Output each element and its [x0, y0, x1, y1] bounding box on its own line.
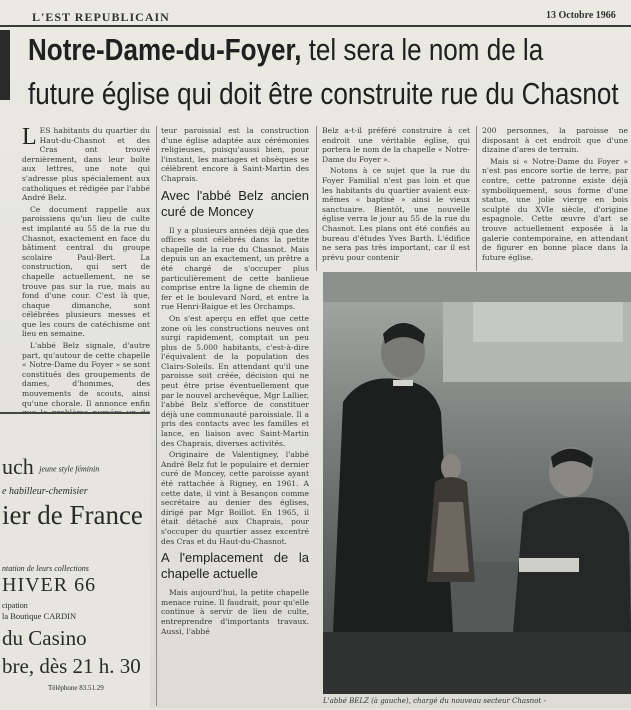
col2-paragraph: Mais aujourd'hui, la petite chapelle menace ruine. Il faudrait, pour qu'elle continue à servir de lieu de culte, entreprendre d'importants travaux. Aussi, l'abbé	[161, 588, 309, 636]
drop-cap: L	[22, 124, 37, 150]
article-column-1	[22, 124, 150, 408]
photo-caption: L'abbé BELZ (à gauche), chargé du nouveau secteur Chasnot -	[323, 697, 546, 705]
issue-date: 13 Octobre 1966	[546, 10, 616, 21]
ad-line: bre, dès 21 h. 30	[2, 654, 141, 678]
masthead: L'EST REPUBLICAIN	[32, 10, 170, 24]
article-column-3	[322, 126, 470, 268]
col3-paragraph: Belz a-t-il préféré construire à cet endroit une véritable église, qui portera le nom de la chapelle « Notre-Dame du Foyer ».	[322, 126, 470, 164]
column-divider	[476, 126, 477, 271]
col3-paragraph: Notons à ce sujet que la rue du Foyer Familial n'est pas loin et que les habitants du quartier avaient eux-mêmes « baptisé » ainsi le vieux sanctuaire. Bientôt, une nouvelle église verra le jour au 55 de la rue du Chasnot. Les plans ont été confiés au bureau d'études Yves Barth. L'édifice ne sera pas très important, car il est prévu pour contenir	[322, 166, 470, 262]
article-column-4	[482, 126, 628, 268]
column-divider	[316, 126, 317, 271]
subheading: A l'emplacement de la chapelle actuelle	[161, 550, 309, 582]
column-divider	[156, 126, 157, 706]
headline-rest: tel sera le nom de la	[301, 32, 544, 67]
news-photograph	[323, 272, 631, 694]
col1-paragraph: Ce document rappelle aux paroissiens qu'un lieu de culte est implanté au 55 de la rue du Chasnot, exactement en face du bâtiment central du groupe scolaire Paul-Bert. La construction, qui sert de chapelle actuellement, ne se trouve pas sur la rue, mais au fond d'une cour. C'est là que, chaque dimanche, sont célébrées plusieurs messes et que les cours de catéchisme ont lieu en semaine.	[22, 204, 150, 339]
ad-line: ier de France	[2, 500, 143, 530]
masthead-rule	[0, 25, 631, 27]
subheading: Avec l'abbé Belz ancien curé de Moncey	[161, 187, 309, 219]
ad-line: du Casino	[2, 626, 87, 650]
ad-line: ntation de leurs collections	[2, 564, 89, 573]
headline-line-2: future église qui doit être construite rue du Chasnot	[28, 76, 619, 111]
advertisement	[0, 412, 150, 710]
ad-line: Téléphone 83.51.29	[48, 684, 104, 692]
col4-paragraph: 200 personnes, la paroisse ne disposant à cet endroit que d'une dizaine d'ares de terrain.	[482, 126, 628, 155]
article-column-2	[161, 126, 309, 708]
headline-bold: Notre-Dame-du-Foyer,	[28, 32, 302, 67]
headline-line-1	[28, 32, 544, 68]
ad-line: e habilleur-chemisier	[2, 486, 88, 497]
ad-line: la Boutique CARDIN	[2, 611, 77, 621]
col2-paragraph: On s'est aperçu en effet que cette zone où les constructions neuves ont surgi rapidement, comptait un peu plus de 5.000 habitants, c'est-à-dire l'équivalent de la population des Clairs-Soleils. En attendant qu'il une paroisse soit créée, décision qui ne peut être prise éventuellement que par le nouvel archevêque, Mgr Lallier, l'abbé Belz s'efforce de constituer déjà une communauté paroissiale. Il a pris des contacts avec les familles et lance, en liaison avec Saint-Martin des Chaprais, diverses activités.	[161, 313, 309, 448]
ad-line: HIVER 66	[2, 574, 97, 596]
col4-paragraph: Mais si « Notre-Dame du Foyer » n'est pas encore sortie de terre, par contre, cette patronne existe déjà symboliquement, sous forme d'une statue, une jolie vierge en bois sculpté du XVIe siècle, d'origine espagnole. Cette œuvre d'art se trouve actuellement exposée à la galerie contemporaine, en attendant de figurer en bonne place dans la future église.	[482, 156, 628, 262]
ad-line: cipation	[2, 601, 28, 610]
col1-paragraph: L'abbé Belz signale, d'autre part, qu'autour de cette chapelle « Notre-Dame du Foyer » se sont constitués des groupements de dames, d'hommes, des mouvements de scouts, ainsi qu'une chorale. Il annonce enfin	[22, 341, 150, 408]
col2-paragraph: Originaire de Valentigney, l'abbé André Belz fut le populaire et dernier curé de Moncey, cette paroisse ayant été rattachée à Rigney, en 1961. A cette date, il vint à Besançon comme secrétaire au denier des églises, dirigé par Mgr Boillot. En 1965, il était détaché aux Chaprais, pour s'occuper du quartier assez excentré des Cras et du Haut-du-Chasnot.	[161, 450, 309, 546]
ad-line: uch jeune style féminin	[2, 454, 100, 479]
col2-paragraph: teur paroissial est la construction d'une église adaptée aux cérémonies religieuses, puisqu'aussi bien, pour l'instant, les mariages et obsèques se célèbrent encore à Saint-Martin des Chaprais.	[161, 126, 309, 183]
col1-paragraph: ES habitants du quartier du Haut-du-Chasnot et des Cras ont trouvé dernièrement, dans leur boîte aux lettres, une note qui s'adresse plus spécialement aux catholiques et rédigée par l'abbé André Belz.	[22, 126, 150, 203]
left-edge-bar	[0, 30, 10, 100]
col2-paragraph: Il y a plusieurs années déjà que des offices sont célébrés dans la petite chapelle de la rue du Chasnot. Mais depuis un an exactement, un prêtre a été chargé de s'occuper plus particulièrement de cette banlieue comprise entre la ligne de chemin de fer et le boulevard Nord, et entre la rue Henri-Baigue et les Orchamps.	[161, 225, 309, 312]
photograph-image	[323, 272, 631, 694]
